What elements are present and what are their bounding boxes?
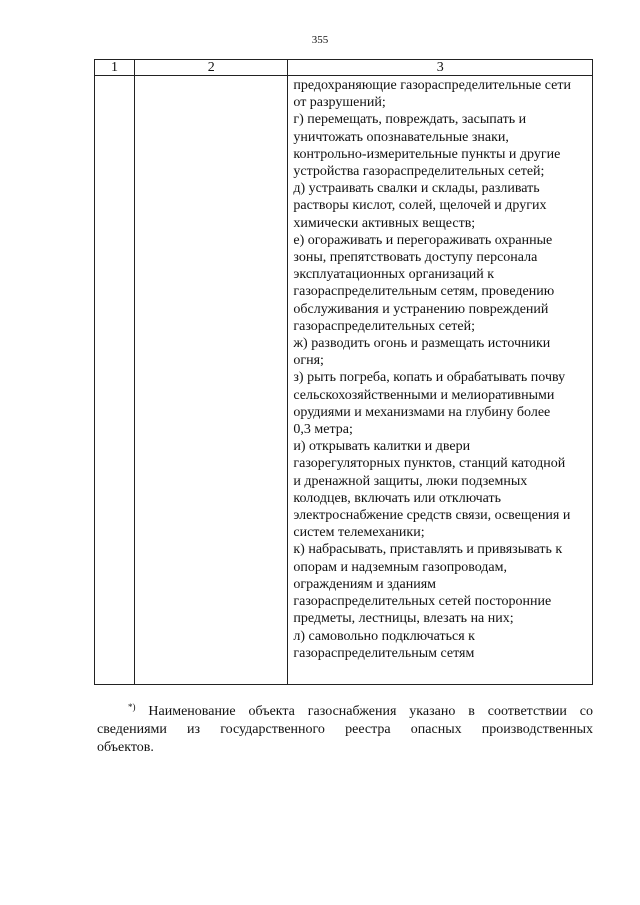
text-line: ж) разводить огонь и размещать источники bbox=[293, 336, 551, 352]
page-number: 355 bbox=[311, 34, 329, 46]
text-line: систем телемеханики; bbox=[293, 525, 425, 541]
text-line: и дренажной защиты, люки подземных bbox=[293, 473, 528, 489]
text-line: растворы кислот, солей, щелочей и других bbox=[293, 198, 547, 214]
table-cell-col1 bbox=[95, 76, 135, 685]
text-line: ограждениям и зданиям bbox=[293, 576, 437, 592]
text-line: газораспределительных сетей; bbox=[293, 318, 475, 334]
text-line: эксплуатационных организаций к bbox=[293, 267, 495, 283]
footnote-line-3: объектов. bbox=[97, 740, 154, 755]
text-line: обслуживания и устранению повреждений bbox=[293, 301, 549, 317]
text-line: газораспределительным сетям, проведению bbox=[293, 284, 555, 300]
text-line: огня; bbox=[293, 353, 324, 369]
table-cell-col3 bbox=[288, 76, 593, 685]
text-line: е) огораживать и перегораживать охранные bbox=[293, 232, 553, 248]
text-line: з) рыть погреба, копать и обрабатывать почву bbox=[293, 370, 566, 386]
column-header-1: 1 bbox=[95, 60, 135, 76]
text-line: г) перемещать, повреждать, засыпать и bbox=[293, 112, 527, 128]
text-line: опорам и надземным газопроводам, bbox=[293, 559, 507, 575]
footnote-line-2: сведениями из государственного реестра опасных производственных bbox=[97, 722, 593, 737]
footnote-line-1: *) Наименование объекта газоснабжения указано в соответствии со bbox=[128, 702, 593, 719]
text-line: орудиями и механизмами на глубину более bbox=[293, 404, 551, 420]
requirements-table bbox=[94, 59, 593, 685]
text-line: к) набрасывать, приставлять и привязывать к bbox=[293, 542, 563, 558]
text-line: предохраняющие газораспределительные сети bbox=[293, 78, 571, 93]
column-header-3: 3 bbox=[288, 60, 593, 76]
footnote-marker: *) bbox=[128, 702, 136, 712]
text-line: контрольно-измерительные пункты и другие bbox=[293, 146, 561, 162]
table-header-row bbox=[95, 60, 593, 76]
text-line: электроснабжение средств связи, освещения и bbox=[293, 508, 571, 524]
text-line: зоны, препятствовать доступу персонала bbox=[293, 250, 538, 266]
text-line: 0,3 метра; bbox=[293, 422, 353, 438]
text-line: и) открывать калитки и двери bbox=[293, 439, 471, 455]
text-line: колодцев, включать или отключать bbox=[293, 490, 502, 506]
text-line: химически активных веществ; bbox=[293, 215, 476, 231]
text-line: газорегуляторных пунктов, станций катодной bbox=[293, 456, 566, 472]
restrictions-text bbox=[288, 76, 592, 662]
footnote bbox=[97, 703, 593, 757]
column-header-2: 2 bbox=[135, 60, 288, 76]
text-line: уничтожать опознавательные знаки, bbox=[293, 129, 509, 145]
text-line: предметы, лестницы, влезать на них; bbox=[293, 611, 514, 627]
text-line: устройства газораспределительных сетей; bbox=[293, 164, 545, 180]
text-line: д) устраивать свалки и склады, разливать bbox=[293, 181, 540, 197]
text-line: л) самовольно подключаться к bbox=[293, 628, 475, 644]
text-line: газораспределительных сетей посторонние bbox=[293, 594, 552, 610]
text-line: от разрушений; bbox=[293, 95, 386, 111]
table-row bbox=[95, 76, 593, 685]
text-line: сельскохозяйственными и мелиоративными bbox=[293, 387, 555, 403]
table-cell-col2 bbox=[135, 76, 288, 685]
text-line: газораспределительным сетям bbox=[293, 645, 475, 661]
